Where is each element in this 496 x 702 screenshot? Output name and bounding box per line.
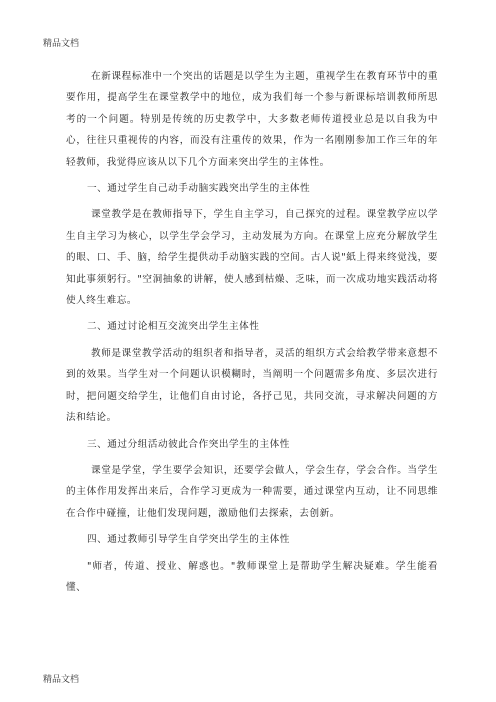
section-paragraph-4: "师者，传道、授业、解惑也。"教师课堂上是帮助学生解决疑难。学生能看懂、 [66, 560, 438, 593]
page-header: 精品文档 [43, 39, 80, 49]
section-paragraph-3: 课堂是学堂，学生要学会知识，还要学会做人，学会生存，学会合作。当学生的主体作用发挥出来后，合作学习更成为一种需要，通过课堂内互动，让不同思维在合作中碰撞，让他们发现问题，激励他们去探索，去创新。 [66, 464, 438, 519]
document-body [66, 66, 438, 598]
section-paragraph-1: 课堂教学是在教师指导下，学生自主学习，自己探究的过程。课堂教学应以学生自主学习为核心，以学生学会学习，主动发展为方向。在课堂上应充分解放学生的眼、口、手、脑，给学生提供动手动脑实践的空间。古人说"紙上得来终觉浅，要知此事须躬行。"空洞抽象的讲解，使人感到枯燥、乏味，而一次成功地实践活动将使人终生难忘。 [66, 209, 438, 307]
section-heading-4: 四、通过教师引导学生自学突出学生的主体性 [87, 534, 290, 546]
section-heading-3: 三、通过分组活动彼此合作突出学生的主体性 [87, 438, 290, 450]
page-footer: 精品文档 [43, 675, 80, 685]
section-paragraph-2: 教师是课堂教学活动的组织者和指导者，灵活的组织方式会给教学带来意想不到的效果。当学生对一个问题认识模糊时，当阐明一个问题需多角度、多层次进行时，把问题交给学生，让他们自由讨论，各抒己见，共同交流，寻求解决问题的方法和结论。 [66, 347, 438, 424]
intro-paragraph: 在新课程标准中一个突出的话题是以学生为主题，重视学生在教育环节中的重要作用，提高学生在课堂教学中的地位，成为我们每一个参与新课标培训教师所思考的一个问题。特别是传统的历史教学中，大多数老师传道授业总是以自我为中心，往往只重视传的内容，而没有注重传的效果，作为一名刚刚参加工作三年的年轻教师，我觉得应该从以下几个方面来突出学生的主体性。 [66, 71, 438, 168]
section-heading-1: 一、通过学生自己动手动脑实践突出学生的主体性 [87, 183, 311, 195]
section-heading-2: 二、通过讨论相互交流突出学生主体性 [87, 321, 260, 333]
